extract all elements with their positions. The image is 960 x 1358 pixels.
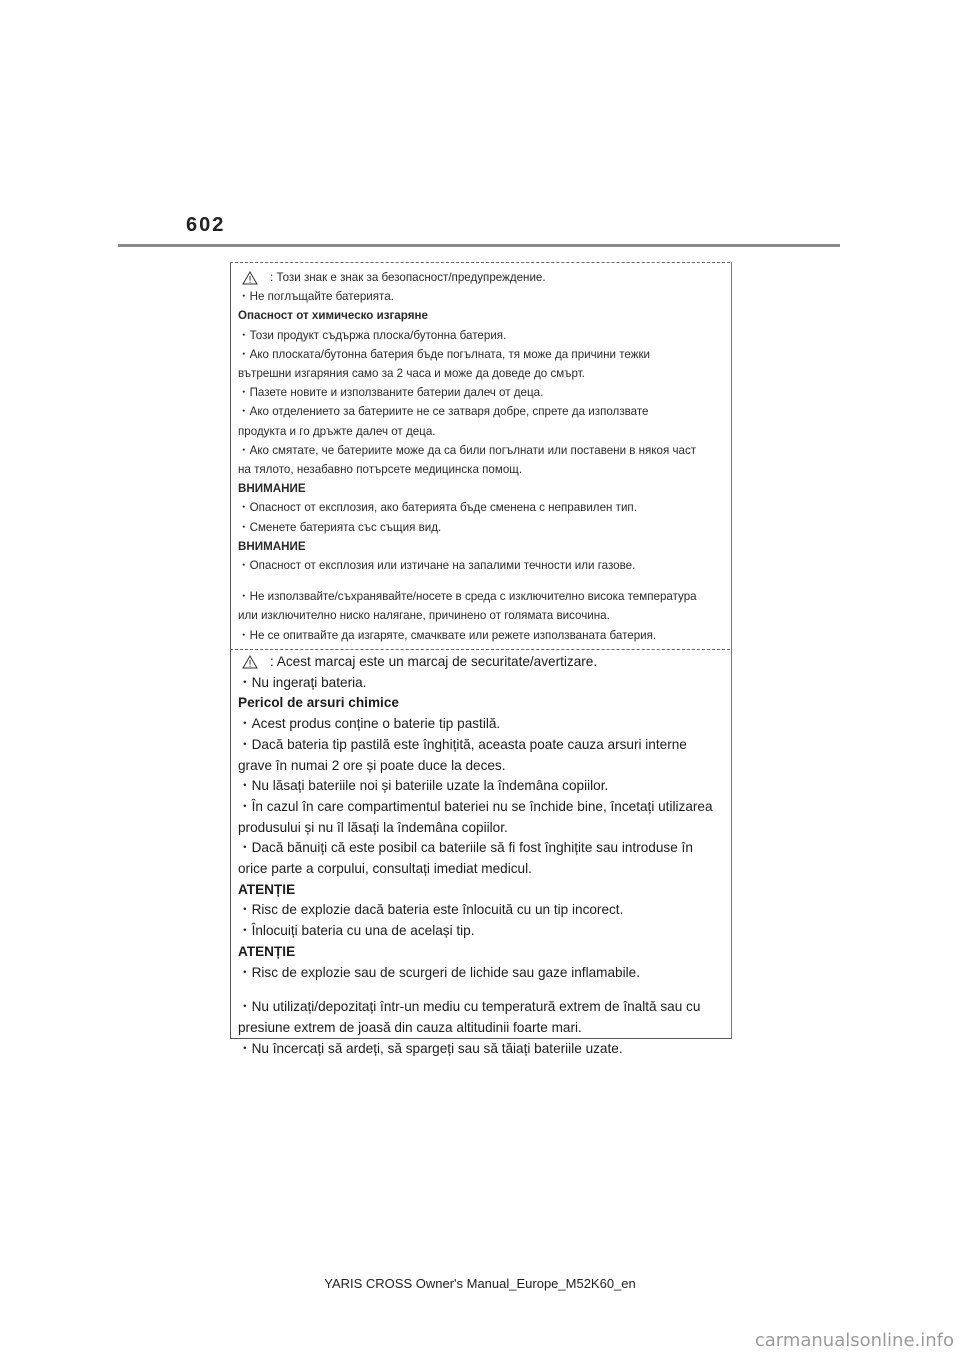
romanian-text-line: ・Nu lăsați bateriile noi și bateriile uzate la îndemâna copiilor.: [238, 778, 609, 794]
romanian-heading: ATENȚIE: [238, 943, 296, 959]
romanian-text-line: produsului și nu îl lăsați la îndemâna copiilor.: [238, 819, 508, 835]
label-top-dashed-border: [230, 262, 730, 263]
bulgarian-section: [238, 268, 724, 645]
romanian-text-line: grave în numai 2 ore și poate duce la deces.: [238, 757, 506, 773]
romanian-text-line: ・Nu ingerați bateria.: [238, 674, 367, 690]
romanian-text-line: ・Înlocuiți bateria cu una de același tip.: [238, 923, 475, 939]
romanian-text-line: ・Dacă bateria tip pastilă este înghițită, aceasta poate cauza arsuri interne: [238, 736, 687, 752]
romanian-text-line: orice parte a corpului, consultați imediat medicul.: [238, 861, 532, 877]
warning-triangle-icon: [242, 271, 258, 285]
romanian-text-line: ・În cazul în care compartimentul bateriei nu se închide bine, încetați utilizarea: [238, 798, 713, 814]
bulgarian-text-line: или изключително ниско налягане, причинено от голямата височина.: [238, 609, 610, 623]
bulgarian-text-line: продукта и го дръжте далеч от деца.: [238, 424, 436, 438]
bulgarian-text-line: на тялото, незабавно потърсете медицинска помощ.: [238, 463, 523, 477]
bulgarian-text-line: ・Не използвайте/съхранявайте/носете в среда с изключително висока температура: [238, 590, 697, 604]
romanian-section: [238, 652, 724, 1059]
romanian-text-line: ・Acest produs conține o baterie tip pastilă.: [238, 716, 501, 732]
bulgarian-text-line: ・Не се опитвайте да изгаряте, смачквате или режете използваната батерия.: [238, 628, 657, 642]
bulgarian-text-line: ・Този продукт съдържа плоска/бутонна батерия.: [238, 328, 507, 342]
romanian-text-line: ・Risc de explozie dacă bateria este înlocuită cu un tip incorect.: [238, 902, 624, 918]
romanian-text-line: ・Nu încercați să ardeți, să spargeți sau să tăiați bateriile uzate.: [238, 1040, 623, 1056]
bulgarian-heading: ВНИМАНИЕ: [238, 539, 306, 553]
warning-triangle-icon: [242, 655, 258, 669]
bulgarian-text-line: ・Опасност от експлозия или изтичане на запалими течности или газове.: [238, 559, 636, 573]
bulgarian-text-line: ・Опасност от експлозия, ако батерията бъде сменена с неправилен тип.: [238, 501, 637, 515]
romanian-text-line: presiune extrem de joasă din cauza altitudinii foarte mari.: [238, 1019, 582, 1035]
romanian-heading: ATENȚIE: [238, 881, 296, 897]
romanian-text-line: ・Risc de explozie sau de scurgeri de lichide sau gaze inflamabile.: [238, 964, 640, 980]
bulgarian-text-line: ・Сменете батерията със същия вид.: [238, 520, 442, 534]
romanian-text-line: ・Nu utilizați/depozitați într-un mediu cu temperatură extrem de înaltă sau cu: [238, 999, 701, 1015]
bulgarian-warning-text: : Този знак е знак за безопасност/предупреждение.: [270, 271, 546, 284]
bulgarian-text-line: ・Ако плоската/бутонна батерия бъде погълната, тя може да причини тежки: [238, 347, 651, 361]
bulgarian-text-line: вътрешни изгаряния само за 2 часа и може да доведе до смърт.: [238, 367, 585, 381]
romanian-warning-line: [238, 652, 724, 673]
bulgarian-text-line: ・Пазете новите и използваните батерии далеч от деца.: [238, 386, 544, 400]
footer-manual-title: YARIS CROSS Owner's Manual_Europe_M52K60_en: [324, 1276, 636, 1291]
romanian-text-line: ・Dacă bănuiți că este posibil ca bateriile să fi fost înghițite sau introduse în: [238, 840, 693, 856]
bulgarian-heading: Опасност от химическо изгаряне: [238, 309, 428, 323]
romanian-warning-text: : Acest marcaj este un marcaj de securitate/avertizare.: [270, 654, 598, 669]
language-divider: [230, 649, 730, 650]
bulgarian-warning-line: [238, 268, 724, 287]
bulgarian-spacer: [238, 575, 724, 587]
romanian-heading: Pericol de arsuri chimice: [238, 695, 399, 711]
watermark: carmanualsonline.info: [754, 1330, 954, 1351]
bulgarian-heading: ВНИМАНИЕ: [238, 482, 306, 496]
romanian-spacer: [238, 983, 724, 997]
bulgarian-text-line: ・Ако отделението за батериите не се затваря добре, спрете да използвате: [238, 405, 649, 419]
romanian-lines: [238, 673, 724, 1060]
header-rule: [118, 244, 840, 247]
bulgarian-text-line: ・Ако смятате, че батериите може да са били погълнати или поставени в някоя част: [238, 443, 697, 457]
bulgarian-lines: [238, 287, 724, 645]
page-number: 602: [186, 214, 226, 236]
bulgarian-text-line: ・Не поглъщайте батерията.: [238, 290, 394, 304]
